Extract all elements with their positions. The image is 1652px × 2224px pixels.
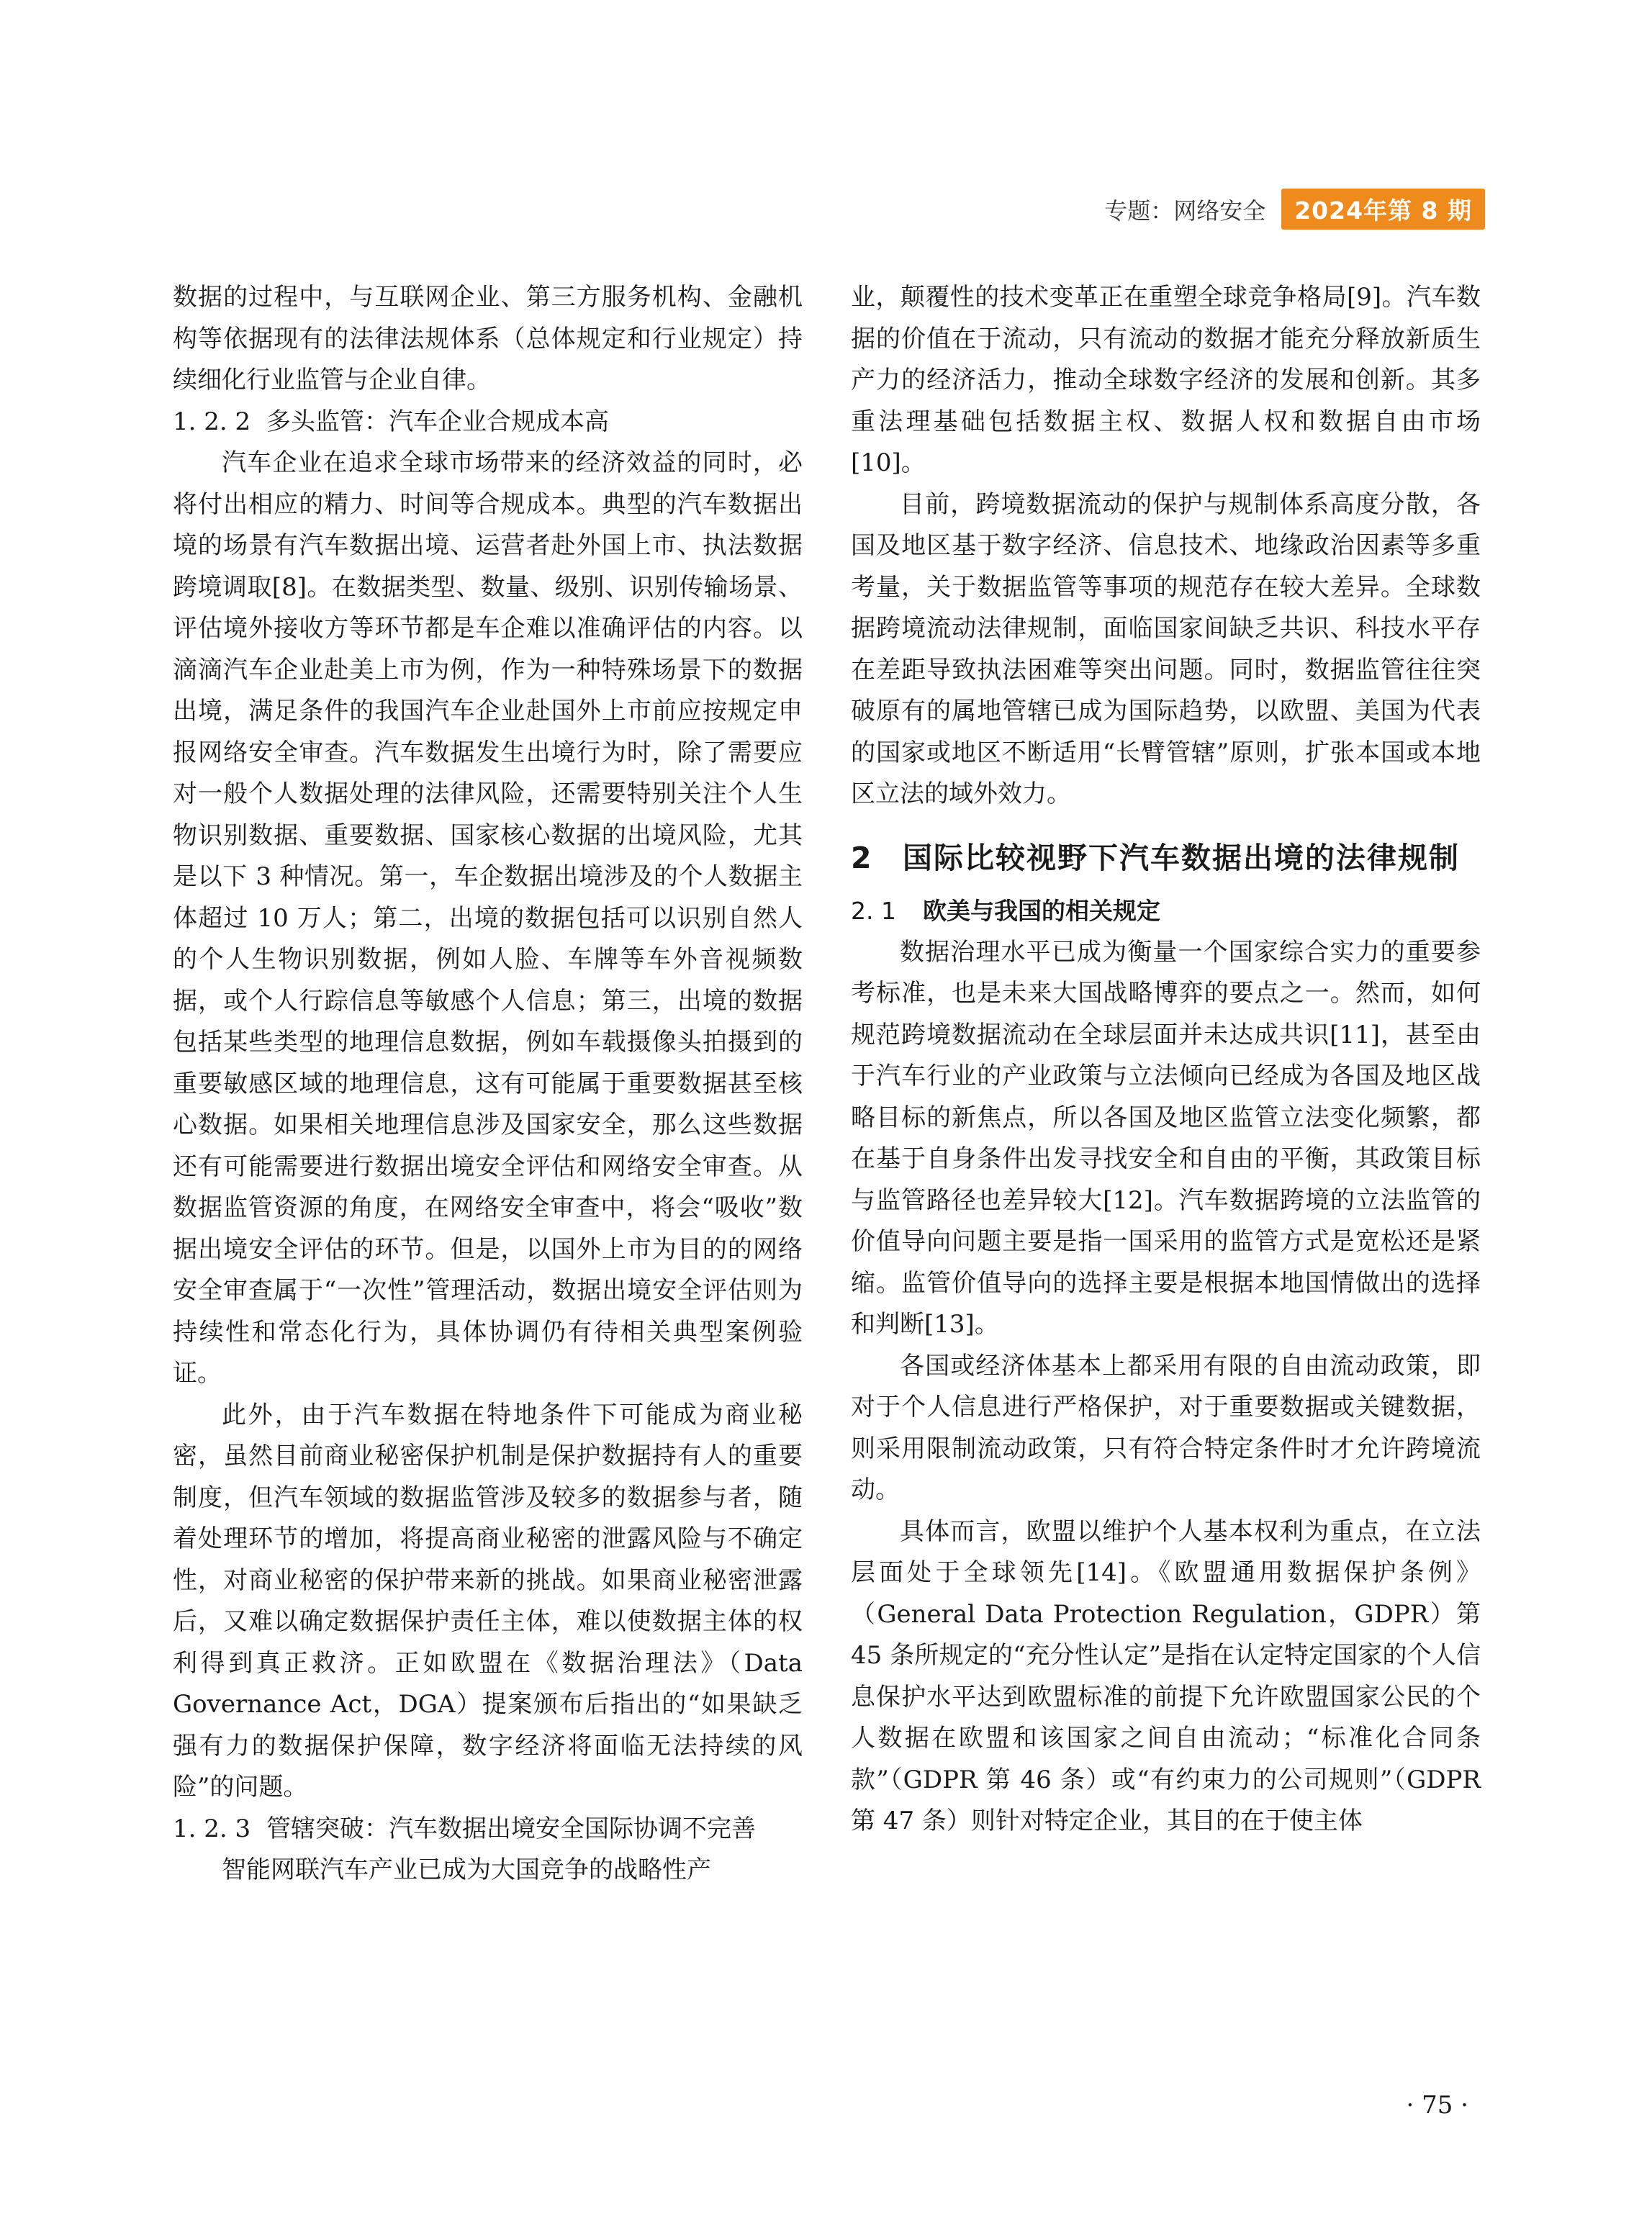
paragraph: 智能网联汽车产业已成为大国竞争的战略性产 [222,1855,711,1884]
heading-text: 国际比较视野下汽车数据出境的法律规制 [903,840,1460,875]
heading-number: 1. 2. 3 [173,1814,251,1843]
heading-number: 1. 2. 2 [173,407,251,436]
heading-text: 欧美与我国的相关规定 [923,896,1160,925]
paragraph: 目前，跨境数据流动的保护与规制体系高度分散，各国及地区基于数字经济、信息技术、地缘政治因素等多重考量，关于数据监管等事项的规范存在较大差异。全球数据跨境流动法律规制，面临国家间缺乏共识、科技水平存在差距导致执法困难等突出问题。同时，数据监管往往突破原有的属地管辖已成为国际趋势，以欧盟、美国为代表的国家或地区不断适用“长臂管辖”原则，扩张本国或本地区立法的域外效力。 [851,489,1481,808]
paragraph: 汽车企业在追求全球市场带来的经济效益的同时，必将付出相应的精力、时间等合规成本。典型的汽车数据出境的场景有汽车数据出境、运营者赴外国上市、执法数据跨境调取[8]。在数据类型、数量、级别、识别传输场景、评估境外接收方等环节都是车企难以准确评估的内容。以滴滴汽车企业赴美上市为例，作为一种特殊场景下的数据出境，满足条件的我国汽车企业赴国外上市前应按规定申报网络安全审查。汽车数据发生出境行为时，除了需要应对一般个人数据处理的法律风险，还需要特别关注个人生物识别数据、重要数据、国家核心数据的出境风险，尤其是以下 3 种情况。第一，车企数据出境涉及的个人数据主体超过 10 万人；第二，出境的数据包括可以识别自然人的个人生物识别数据，例如人脸、车牌等车外音视频数据，或个人行踪信息等敏感个人信息；第三，出境的数据包括某些类型的地理信息数据，例如车载摄像头拍摄到的重要敏感区域的地理信息，这有可能属于重要数据甚至核心数据。如果相关地理信息涉及国家安全，那么这些数据还有可能需要进行数据出境安全评估和网络安全审查。从数据监管资源的角度，在网络安全审查中，将会“吸收”数据出境安全评估的环节。但是，以国外上市为目的的网络安全审查属于“一次性”管理活动，数据出境安全评估则为持续性和常态化行为，具体协调仍有待相关典型案例验证。 [173,448,803,1388]
page-number: · 75 · [1406,2091,1468,2120]
heading-number: 2 [851,840,873,875]
heading-number: 2. 1 [851,896,896,925]
paragraph: 业，颠覆性的技术变革正在重塑全球竞争格局[9]。汽车数据的价值在于流动，只有流动的数据才能充分释放新质生产力的经济活力，推动全球数字经济的发展和创新。其多重法理基础包括数据主权、数据人权和数据自由市场[10]。 [851,283,1481,477]
left-column [173,277,803,1891]
heading-text: 多头监管：汽车企业合规成本高 [266,407,609,436]
paragraph: 具体而言，欧盟以维护个人基本权利为重点，在立法层面处于全球领先[14]。《欧盟通用数据保护条例》（General Data Protection Regulation，GDPR）第 45 条所规定的“充分性认定”是指在认定特定国家的个人信息保护水平达到欧盟标准的前提下允许欧盟国家公民的个人数据在欧盟和该国家之间自由流动；“标准化合同条款”（GDPR 第 46 条）或“有约束力的公司规则”（GDPR 第 47 条）则针对特定企业，其目的在于使主体 [851,1516,1481,1835]
heading-text: 管辖突破：汽车数据出境安全国际协调不完善 [266,1814,756,1843]
subsection-heading-1-2-3 [173,1809,803,1850]
header-topic: 专题：网络安全 [1104,196,1266,225]
paragraph: 各国或经济体基本上都采用有限的自由流动政策，即对于个人信息进行严格保护，对于重要数据或关键数据，则采用限制流动政策，只有符合特定条件时才允许跨境流动。 [851,1351,1481,1504]
section-heading-2 [851,836,1481,880]
paragraph: 此外，由于汽车数据在特地条件下可能成为商业秘密，虽然目前商业秘密保护机制是保护数据持有人的重要制度，但汽车领域的数据监管涉及较多的数据参与者，随着处理环节的增加，将提高商业秘密的泄露风险与不确定性，对商业秘密的保护带来新的挑战。如果商业秘密泄露后，又难以确定数据保护责任主体，难以使数据主体的权利得到真正救济。正如欧盟在《数据治理法》（Data Governance Act，DGA）提案颁布后指出的“如果缺乏强有力的数据保护保障，数字经济将面临无法持续的风险”的问题。 [173,1400,803,1802]
right-column [851,277,1481,1843]
paragraph: 数据治理水平已成为衡量一个国家综合实力的重要参考标准，也是未来大国战略博弈的要点之一。然而，如何规范跨境数据流动在全球层面并未达成共识[11]，甚至由于汽车行业的产业政策与立法倾向已经成为各国及地区战略目标的新焦点，所以各国及地区监管立法变化频繁，都在基于自身条件出发寻找安全和自由的平衡，其政策目标与监管路径也差异较大[12]。汽车数据跨境的立法监管的价值导向问题主要是指一国采用的监管方式是宽松还是紧缩。监管价值导向的选择主要是根据本地国情做出的选择和判断[13]。 [851,937,1481,1339]
running-header [1104,189,1485,230]
paragraph: 数据的过程中，与互联网企业、第三方服务机构、金融机构等依据现有的法律法规体系（总体规定和行业规定）持续细化行业监管与企业自律。 [173,283,803,394]
subsection-heading-2-1 [851,890,1481,932]
subsection-heading-1-2-2 [173,402,803,443]
issue-badge: 2024年第 8 期 [1281,189,1485,230]
